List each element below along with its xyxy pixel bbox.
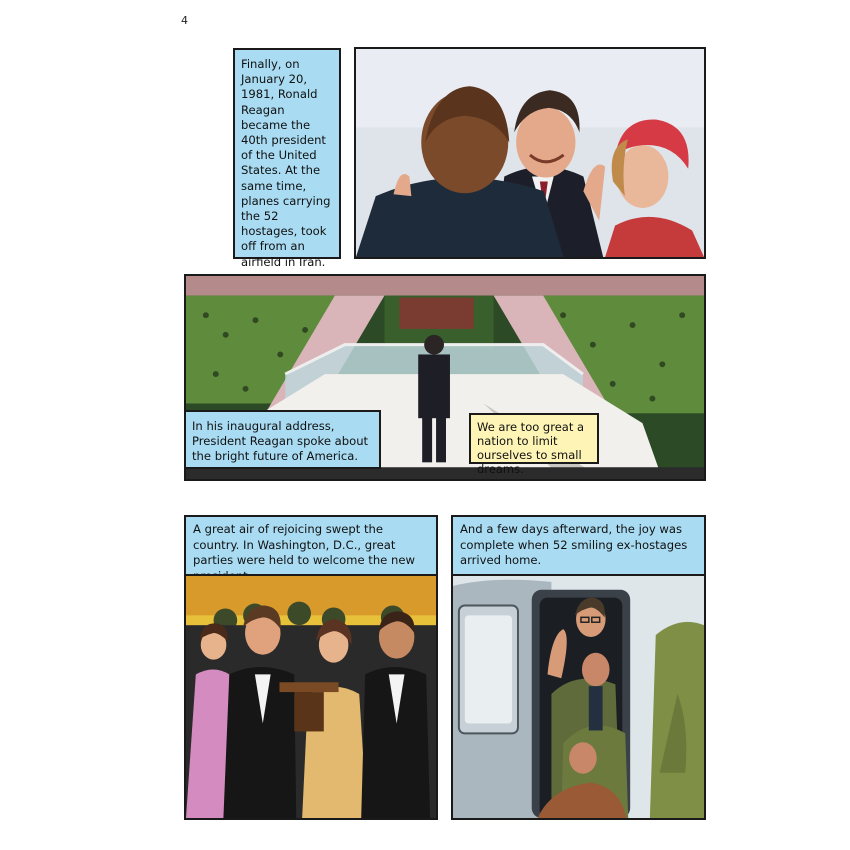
panel1-caption: Finally, on January 20, 1981, Ronald Reagan became the 40th president of the United States. At the same time, planes carrying the 52 hostages, took off from an airfield in Iran. [233, 48, 341, 259]
panel1-illustration [354, 47, 706, 259]
page-number: 4 [181, 14, 188, 27]
panel3-illustration [184, 574, 438, 820]
panel4-caption: And a few days afterward, the joy was complete when 52 smiling ex-hostages arrived home. [451, 515, 706, 576]
panel2-speech-bubble: We are too great a nation to limit ourselves to small dreams. [469, 413, 599, 464]
panel3-caption: A great air of rejoicing swept the country. In Washington, D.C., great parties were held to welcome the new [184, 515, 438, 576]
panel2-caption: In his inaugural address, President Reagan spoke about the bright future of America. [184, 410, 381, 469]
panel4-illustration [451, 574, 706, 820]
